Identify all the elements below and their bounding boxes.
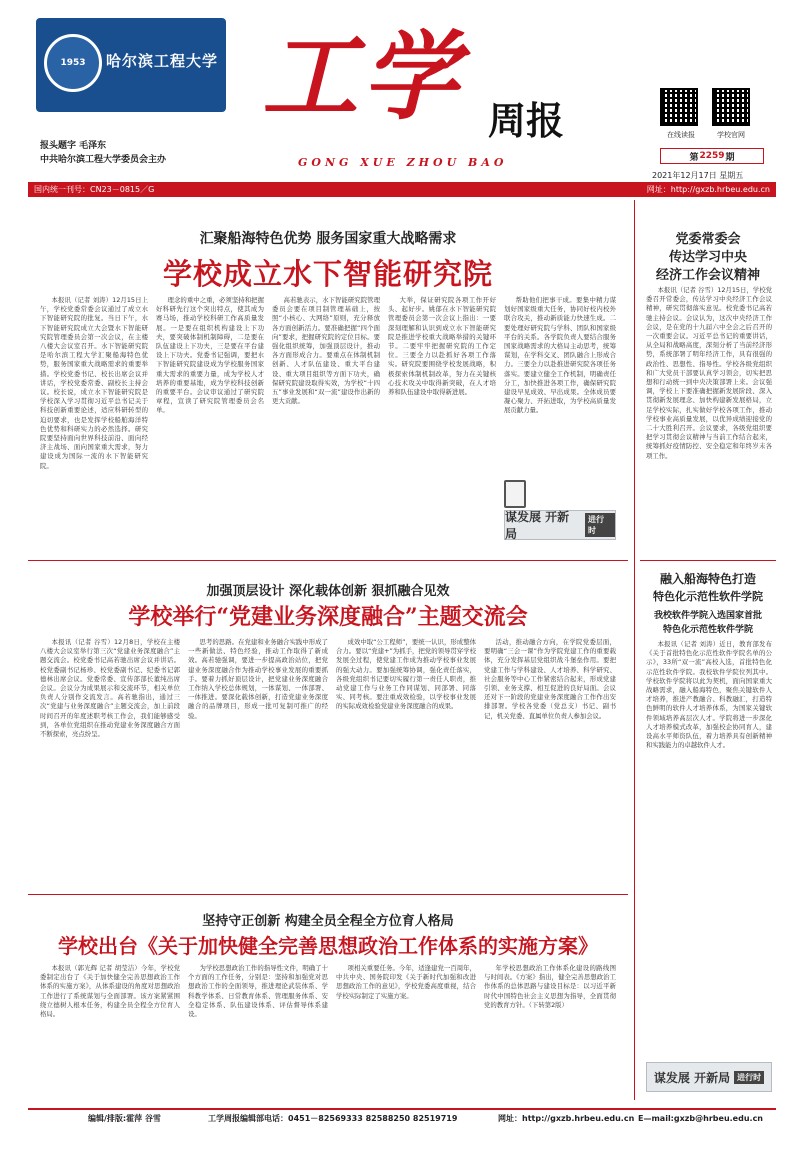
right-article-central-economic-meeting [640,200,776,560]
right1-title-line3: 经济工作会议精神 [655,268,760,283]
article2-title: 学校举行“党建业务深度融合”主题交流会 [128,604,528,630]
article1-banner-text: 谋发展 开新局 [505,510,570,541]
university-logo [36,18,226,112]
qr-code-school-site[interactable] [712,88,750,126]
article1-column-1 [40,296,148,544]
article2-subtitle: 加强顶层设计 深化载体创新 狠抓融合见效 [206,584,450,599]
article1-banner-tag: 进行时 [585,513,615,537]
article1-banner [504,510,616,540]
masthead-pinyin: GONG XUE ZHOU BAO [298,156,508,169]
right2-banner-text: 谋发展 开新局 [653,1070,731,1085]
article3-column-1 [40,964,180,1092]
right1-title-line2: 传达学习中央 [668,250,747,265]
website-link[interactable]: 网址：http://gxzb.hrbeu.edu.cn [646,185,770,194]
article2-column-3 [336,638,476,886]
article1-title: 学校成立水下智能研究院 [162,257,493,291]
inscription-note: 报头题字 毛泽东 [40,141,107,151]
article1-column-2 [156,296,264,544]
article2-col1-text: 本报讯（记者 谷雪）12月8日，学校在主楼八楼大会议室举行第三次“党建业务深度融合”主题交流会。校党委书记高若驰出席会议并讲话。校党委副书记杨珍、校党委副书记、纪委书记郭德林出席会议。党委常委、宣传部部长董纯出席会议。会议分为成果展示和交流环节，相关单位负责人分别作交流发言。高若驰指出，通过三次“党建与业务深度融合”主题交流会，加上前段时间召开的年度述职考核工作会，我们能够感受到，各单位党组织在推动党建业务深度融合方面不断探索，亮点纷呈。 [40,638,180,739]
cn-number: 国内统一刊号：CN23－0815／G [34,185,155,194]
article1-column-5 [504,296,616,472]
article1-col2-text: 理念的重中之重，必须坚持和把握好科研先行这个突出特点，使其成为赛马场，推动学校科研工作高质量发展。一是要在组织机构建设上下功夫，要突破体制机制障碍，二是要在队伍建设上下功夫，三是要在平台建设上下功夫。党委书记强调，要把水下智能研究院建设成为学校服务国家重大需求的重要力量，成为学校人才培养的重要基地，成为学校科技创新的重要平台。会议审议通过了研究院章程，宣读了研究院管理委员会名单。 [156,296,264,415]
article1-column-3 [272,296,380,544]
footer-email[interactable]: E—mail:gxzb@hrbeu.edu.cn [638,1114,764,1123]
issue-date: 2021年12月17日 星期五 [652,171,744,180]
article2-col3-text: 成效中取“公工程师”，要统一认识，形成整体合力。要以“党建+”为抓手，把党的领导贯穿学校发展全过程，使党建工作成为推动学校事业发展的强大动力。要加强统筹协调，强化责任落实，各级党组织书记要切实履行第一责任人职责，推动党建工作与业务工作同谋划、同部署、同落实、同考核。要注重成效检验，以学校事业发展的实际成效检验党建业务深度融合的成果。 [336,638,476,711]
issue-suffix: 期 [725,152,735,163]
article2-col4-text: 活动，推动融合方向，在学院党委层面，要明确“三会一课”作为学院党建工作的重要载体，充分发挥基层党组织战斗堡垒作用。要把党建工作与学科建设、人才培养、科学研究、社会服务等中心工作紧密结合起来，形成党建引领、业务支撑、相互促进的良好局面。会议还对下一阶段的党建业务深度融合工作作出安排部署。学校各党委（党总支）书记、副书记，机关党委、直属单位负责人参加会议。 [484,638,616,720]
article1-subtitle: 汇聚船海特色优势 服务国家重大战略需求 [199,231,457,247]
logo-emblem-icon [44,34,102,92]
right-article-software-college [640,562,776,1102]
article1-column-4 [388,296,496,544]
article3-col4-text: 年学校思想政治工作体系化建设的路线图与时间表。《方案》指出，健全完善思想政治工作体系的总体思路与建设目标是：以习近平新时代中国特色社会主义思想为指导，全面贯彻党的教育方针。（下转第2版） [484,964,616,1009]
divider-1 [28,560,628,561]
footer-editor: 编辑/排版:霍萍 谷雪 [88,1114,161,1123]
article2-col2-text: 思考的思路。在党建和业务融合实践中形成了一些新做法、特色经验，推动工作取得了新成效。高若驰强调，要进一步提高政治站位，把党建业务深度融合作为推动学校事业发展的重要抓手。要着力抓好顶层设计，把党建业务深度融合工作纳入学校总体规划，一体谋划、一体部署、一体推进。要深化载体创新，打造党建业务深度融合的品牌项目，形成一批可复制可推广的经验。 [188,638,328,720]
issue-prefix: 第 [689,152,699,163]
article1-col3-text: 高若驰表示，水下智能研究院管理委员会要在项目制管理基础上，按照“小核心、大网络”原则，充分释放各方面创新活力。要准确把握“四个面向”要求，把握研究院的定位目标。要强化组织统筹，加强顶层设计，推动各方面形成合力。要重点在体制机制创新、人才队伍建设、重大平台建设、重大项目组织等方面下功夫，确保研究院建设取得实效，为学校“十四五”事业发展和“双一流”建设作出新的更大贡献。 [272,296,380,406]
right2-body-text: 本报讯（记者 刘涛）近日，教育部发布《关于首批特色化示范性软件学院名单的公示》，33所“双一流”高校入选，首批特色化示范性软件学院。我校软件学院位列其中。学校软件学院将以此为契机，面向国家重大战略需求，融入船海特色，聚焦关键软件人才培养，推进产教融合、科教融汇，打造特色鲜明的软件人才培养体系，为国家关键软件领域培养高层次人才。学院将进一步深化人才培养模式改革，加强校企协同育人，建设高水平师资队伍，着力培养具有创新精神和实践能力的卓越软件人才。 [646,640,772,750]
article3-col2-text: 为学校思想政治工作的指导性文件，明确了十个方面的工作任务，分别是：坚持和加强党对思想政治工作的全面领导，推进理论武装体系、学科教学体系、日常教育体系、管理服务体系、安全稳定体系、队伍建设体系、评估督导体系建设。 [188,964,328,1019]
qr-label-school-site: 学校官网 [717,131,745,139]
article-party-building-forum [28,562,628,894]
divider-right [640,560,776,561]
article2-column-4 [484,638,616,886]
article3-column-4 [484,964,616,1092]
article3-col3-text: 项相关重要任务。今年，适逢建党一百周年，中共中央、国务院印发《关于新时代加强和改进思想政治工作的意见》，学校党委高度重视，结合学校实际制定了实施方案。 [336,964,476,1000]
article2-column-1 [40,638,180,886]
right1-body-text: 本报讯（记者 谷雪）12月15日，学校党委召开常委会，传达学习中央经济工作会议精神，研究贯彻落实意见。校党委书记高若驰主持会议。会议认为，这次中央经济工作会议，是在党的十九届六中全会之后召开的一次重要会议。习近平总书记的重要讲话，从全局和战略高度，深刻分析了当前经济形势，系统部署了明年经济工作，具有很强的政治性、思想性、指导性。学校各级党组织和广大党员干部要认真学习领会，切实把思想和行动统一到中央决策部署上来。会议强调，学校上下要准确把握新发展阶段、深入贯彻新发展理念、加快构建新发展格局，立足学校实际，扎实做好学校各项工作，推动学校事业高质量发展，以优异成绩迎接党的二十大胜利召开。会议要求，各级党组织要把学习贯彻会议精神与当前工作结合起来，统筹抓好疫情防控、安全稳定和年终岁末各项工作。 [646,286,772,460]
masthead-weekly: 周报 [488,98,565,143]
right2-body [646,640,772,1062]
right2-subtitle-line1: 我校软件学院入选国家首批 [653,611,762,621]
qr-label-read-online: 在线读报 [667,131,695,139]
right1-body [646,286,772,556]
sponsor-note: 中共哈尔滨工程大学委员会主办 [40,155,167,165]
logo-text: 哈尔滨工程大学 [106,52,219,70]
issue-badge [660,148,764,164]
masthead-info-bar [28,182,776,197]
article2-column-2 [188,638,328,886]
right2-title-line1: 融入船海特色打造 [659,572,756,586]
article-underwater-institute [28,200,628,560]
article1-col5-text: 帮助他们把事干成。要集中精力谋划好国家级重大任务，协同好校内校外联合攻关，推动新质能力快速生成。二要处理好研究院与学科、团队和国家级平台的关系。各学院负责人要结合服务国家战略需求的大格局主动思考，统筹谋划，在学科交叉、团队融合上形成合力。三要全力以赴推进研究院各项任务落实。要建立健全工作机制，明确责任分工，加快推进各项工作，确保研究院建设早见成效、早出成果。全体成员要凝心聚力、开拓进取，为学校高质量发展贡献力量。 [504,296,616,415]
footer [28,1108,776,1128]
right1-title-line1: 党委常委会 [675,232,741,247]
masthead-title: 工学 [262,20,462,133]
article3-subtitle: 坚持守正创新 构建全员全程全方位育人格局 [202,914,454,929]
article3-column-3 [336,964,476,1092]
footer-url[interactable]: 网址：http://gxzb.hrbeu.edu.cn [498,1114,635,1123]
divider-2 [28,894,628,895]
right-column-divider [634,200,635,1100]
right2-subtitle-line2: 特色化示范性软件学院 [662,625,753,635]
right2-banner [646,1062,772,1092]
masthead [0,0,800,200]
article-ideological-work-plan [28,896,628,1102]
article3-column-2 [188,964,328,1092]
article3-title: 学校出台《关于加快健全完善思想政治工作体系的实施方案》 [58,934,598,958]
issue-number: 2259 [699,151,725,161]
article1-col4-text: 大举，保证研究院各项工作开好头、起好步。姚郁在水下智能研究院管理委员会第一次会议上指出：一要深刻理解和认识到成立水下智能研究院是推进学校重大战略举措的关键环节。二要牢牢把握研究院的工作定位。三要全力以赴抓好各项工作落实。研究院要围绕学校发展战略，积极探索体制机制改革，努力在关键核心技术攻关中取得新突破，在人才培养和队伍建设中取得新进展。 [388,296,496,397]
article3-col1-text: 本报讯（郭光辉 记者 胡莹洁）今年，学校党委制定出台了《关于加快健全完善思想政治工作体系的实施方案》，从体系建设的角度对思想政治工作进行了系统谋划与全面部署。该方案紧紧围绕立德树人根本任务，构建全员全程全方位育人格局。 [40,964,180,1019]
book-icon [504,480,526,508]
article1-col1-text: 本报讯（记者 刘涛）12月15日上午，学校党委常委会议通过了成立水下智能研究院的批复。当日下午，水下智能研究院成立大会暨水下智能研究院管理委员会第一次会议，在主楼八楼大会议室召开。水下智能研究院是哈尔滨工程大学汇聚船海特色优势，服务国家重大战略需求的重要举措。学校党委书记、校长出席会议并讲话，学校党委常委、副校长主持会议。校长说，成立水下智能研究院是学校深入学习贯彻习近平总书记关于科技创新重要论述，适应科研转型的迫切要求，也是发挥学校船舶海洋特色优势和科研实力的必然选择。研究院要坚持面向世界科技前沿、面向经济主战场、面向国家重大需求，努力建设成为国际一流的水下智能研究院。 [40,296,148,470]
right2-title-line2: 特色化示范性软件学院 [653,590,763,603]
right2-banner-tag: 进行时 [734,1071,764,1084]
qr-code-read-online[interactable] [660,88,698,126]
logo-year: 1953 [60,58,86,68]
footer-address: 工学周报编辑部电话：0451－82569333 82588250 82519719 [208,1114,458,1123]
